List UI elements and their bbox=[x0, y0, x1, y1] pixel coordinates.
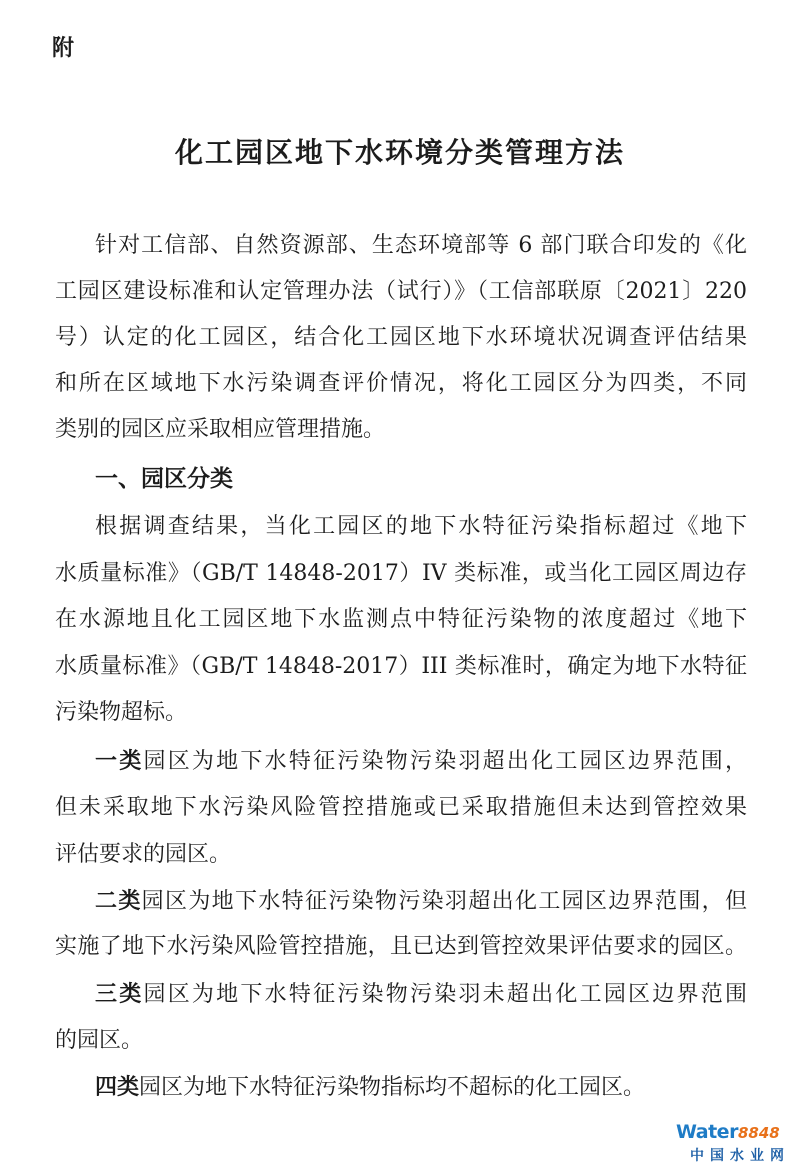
category-2-label: 二类 bbox=[95, 889, 142, 914]
intro-line: 工园区建设标准和认定管理办法（试行）》（工信部联原〔2021〕220 bbox=[55, 279, 747, 304]
category-1-text: 园区为地下水特征污染物污染羽超出化工园区边界范围， bbox=[143, 749, 747, 774]
criteria-line: 根据调查结果，当化工园区的地下水特征污染指标超过《地下 bbox=[95, 514, 747, 539]
site-watermark-logo bbox=[676, 1120, 794, 1170]
document-title: 化工园区地下水环境分类管理方法 bbox=[174, 136, 625, 169]
criteria-line: 水质量标准》（GB/T 14848-2017）III 类标准时，确定为地下水特征 bbox=[55, 654, 747, 679]
criteria-line: 在水源地且化工园区地下水监测点中特征污染物的浓度超过《地下 bbox=[55, 607, 747, 632]
category-2-text: 园区为地下水特征污染物污染羽超出化工园区边界范围，但 bbox=[141, 889, 747, 914]
intro-line: 号）认定的化工园区，结合化工园区地下水环境状况调查评估结果 bbox=[55, 325, 747, 350]
criteria-line: 污染物超标。 bbox=[55, 700, 188, 725]
category-1-line: 但未采取地下水污染风险管控措施或已采取措施但未达到管控效果 bbox=[55, 795, 747, 820]
category-1-line: 评估要求的园区。 bbox=[55, 842, 232, 867]
section-heading: 一、园区分类 bbox=[95, 466, 233, 492]
category-3-label: 三类 bbox=[95, 982, 144, 1007]
category-3-line bbox=[55, 980, 747, 1010]
attachment-label: 附 bbox=[52, 36, 75, 61]
watermark-site-name: 中国水业网 bbox=[690, 1148, 790, 1164]
category-4-text: 园区为地下水特征污染物指标均不超标的化工园区。 bbox=[139, 1075, 646, 1100]
intro-line: 针对工信部、自然资源部、生态环境部等 6 部门联合印发的《化 bbox=[95, 233, 747, 258]
watermark-number: 8848 bbox=[737, 1124, 780, 1142]
category-2-line: 实施了地下水污染风险管控措施，且已达到管控效果评估要求的园区。 bbox=[55, 934, 747, 959]
watermark-brand-row bbox=[676, 1120, 780, 1144]
intro-line: 类别的园区应采取相应管理措施。 bbox=[55, 417, 386, 442]
category-2-line bbox=[55, 887, 747, 917]
category-4-line bbox=[55, 1073, 747, 1103]
intro-line: 和所在区域地下水污染调查评价情况，将化工园区分为四类，不同 bbox=[55, 371, 747, 396]
category-1-line bbox=[55, 747, 747, 777]
category-4-label: 四类 bbox=[95, 1075, 140, 1100]
category-3-line: 的园区。 bbox=[55, 1028, 144, 1053]
category-1-label: 一类 bbox=[95, 749, 144, 774]
watermark-brand: Water bbox=[676, 1121, 738, 1143]
category-3-text: 园区为地下水特征污染物污染羽未超出化工园区边界范围 bbox=[143, 982, 747, 1007]
criteria-line: 水质量标准》（GB/T 14848-2017）IV 类标准，或当化工园区周边存 bbox=[55, 561, 747, 586]
